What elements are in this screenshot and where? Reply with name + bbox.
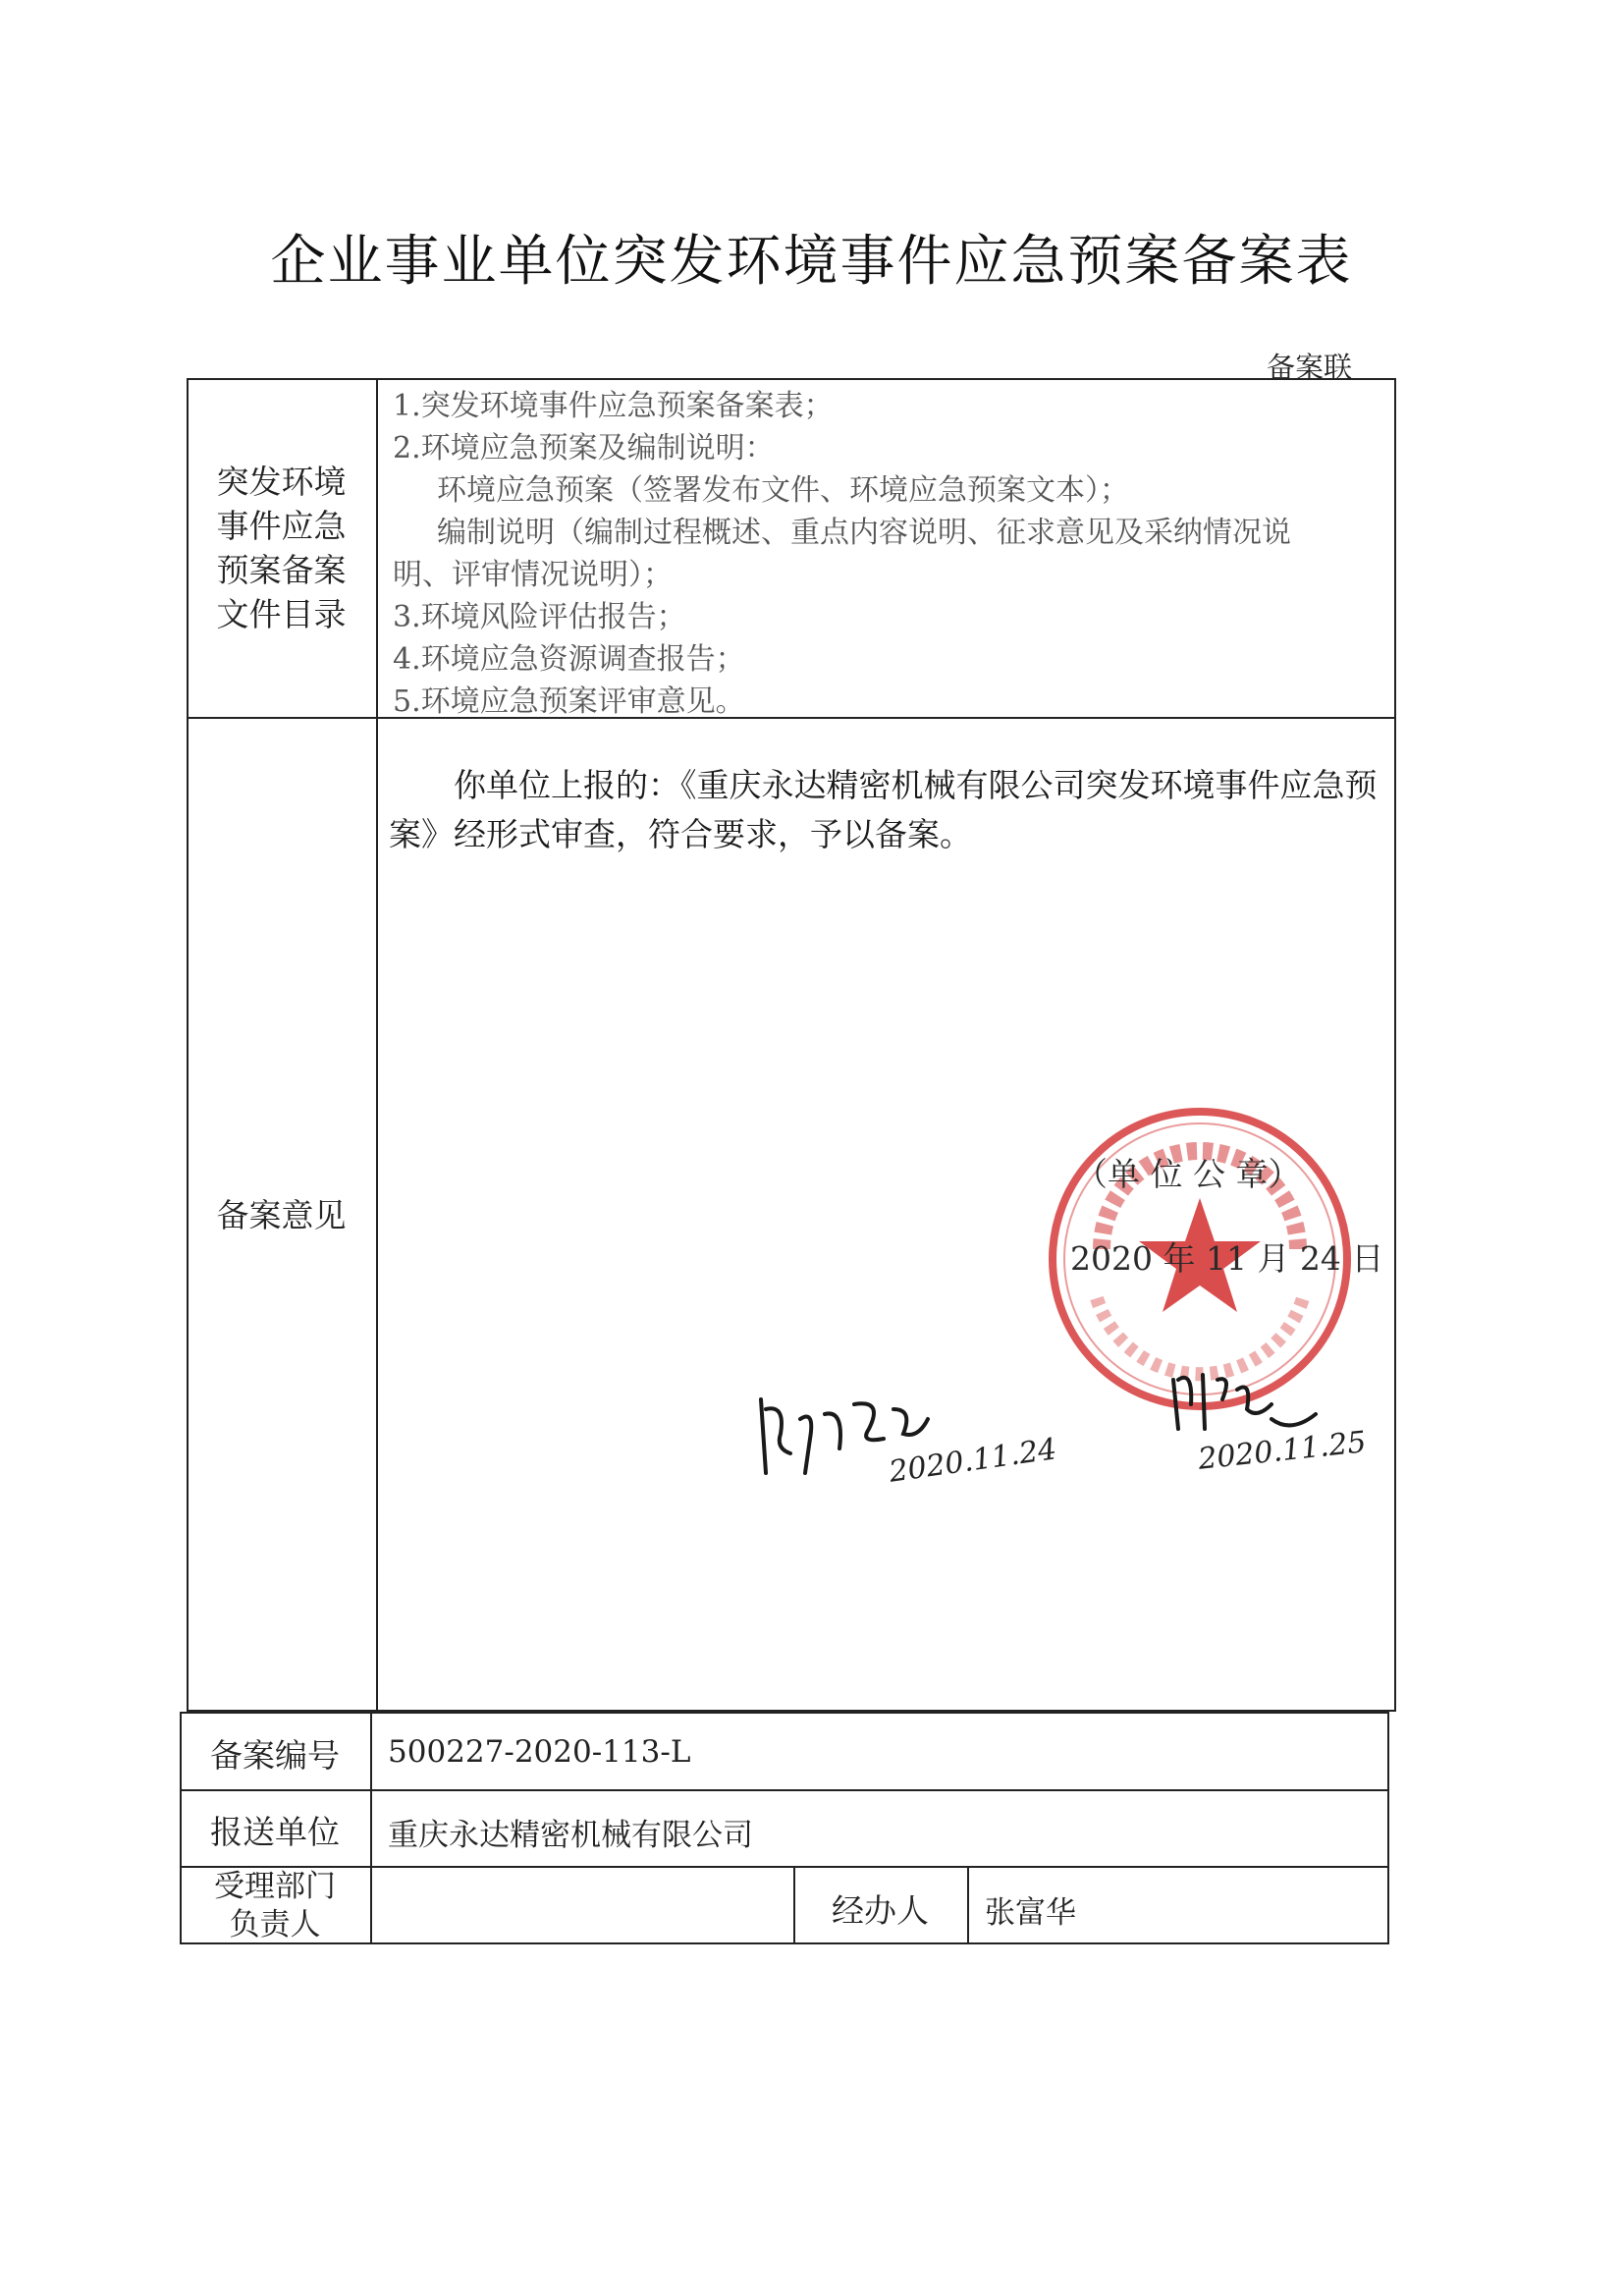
submitting-unit-value: 重庆永达精密机械有限公司 <box>388 1818 753 1853</box>
lower-column-divider <box>370 1712 372 1944</box>
filing-date: 2020 年 11 月 24 日 <box>1070 1239 1384 1278</box>
list-item: 4.环境应急资源调查报告； <box>393 642 745 677</box>
list-item: 2.环境应急预案及编制说明： <box>393 431 775 465</box>
filing-number-label: 备案编号 <box>210 1736 340 1775</box>
opinion-label: 备案意见 <box>216 1196 347 1234</box>
page-title: 企业事业单位突发环境事件应急预案备案表 <box>270 230 1353 294</box>
signature-date-1: 2020.11.24 <box>887 1432 1059 1490</box>
filing-number-value: 500227-2020-113-L <box>388 1734 691 1770</box>
signature-date-2: 2020.11.25 <box>1196 1425 1369 1477</box>
list-item: 编制说明（编制过程概述、重点内容说明、征求意见及采纳情况说 <box>437 516 1291 550</box>
list-item: 明、评审情况说明）； <box>393 558 673 592</box>
handler-value: 张富华 <box>985 1895 1076 1931</box>
department-head-label: 受理部门 负责人 <box>214 1869 336 1942</box>
handler-label: 经办人 <box>832 1891 929 1930</box>
list-item: 环境应急预案（签署发布文件、环境应急预案文本）； <box>437 473 1129 508</box>
seal-note: （单 位 公 章） <box>1075 1155 1301 1193</box>
list-item: 5.环境应急预案评审意见。 <box>393 684 745 719</box>
list-item: 3.环境风险评估报告； <box>393 600 686 634</box>
opinion-text: 你单位上报的：《重庆永达精密机械有限公司突发环境事件应急预案》经形式审查，符合要求，予以备案。 <box>389 766 1378 853</box>
directory-list <box>393 385 1384 723</box>
lower-row-divider-1 <box>180 1789 1389 1791</box>
directory-label: 突发环境 事件应急 预案备案 文件目录 <box>216 463 347 633</box>
handler-divider-right <box>967 1866 969 1944</box>
upper-column-divider <box>376 378 378 1712</box>
list-item: 1.突发环境事件应急预案备案表； <box>393 389 834 423</box>
submitting-unit-label: 报送单位 <box>210 1813 340 1851</box>
copy-label: 备案联 <box>1267 351 1353 384</box>
